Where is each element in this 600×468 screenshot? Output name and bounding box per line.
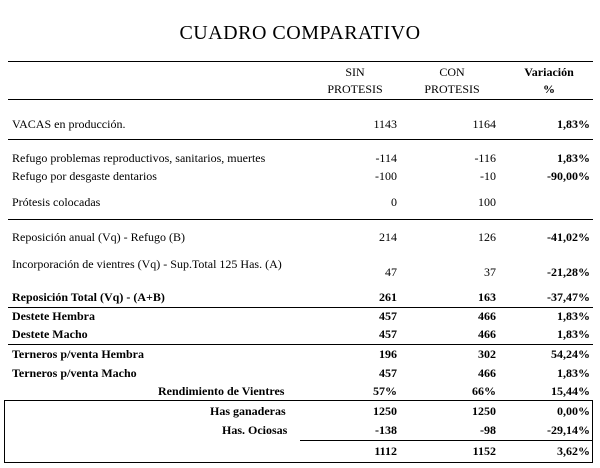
row-sin: 1112: [374, 444, 397, 458]
row-label: Rendimiento de Vientres: [158, 384, 285, 398]
row-con: 1152: [472, 444, 496, 458]
row-label: Prótesis colocadas: [12, 195, 101, 209]
row-var: 15,44%: [551, 384, 590, 398]
page-title: CUADRO COMPARATIVO: [179, 22, 421, 44]
row-con: 126: [478, 230, 496, 244]
header-variacion: [510, 64, 588, 98]
row-var: -21,28%: [547, 265, 590, 279]
header-con: [414, 64, 490, 98]
row-sin: -100: [375, 169, 397, 183]
row-var: -41,02%: [547, 230, 590, 244]
row-var: -90,00%: [547, 169, 590, 183]
row-var: 1,83%: [557, 151, 590, 165]
row-rule: [8, 139, 593, 140]
header-sin: [318, 64, 392, 98]
row-rule: [8, 344, 593, 345]
row-rule: [8, 219, 593, 220]
row-label: Refugo por desgaste dentarios: [12, 169, 157, 183]
row-sin: 57%: [373, 384, 397, 398]
row-con: -98: [480, 423, 496, 437]
row-con: 1164: [472, 117, 496, 131]
row-sin: 457: [379, 309, 397, 323]
header-var-line1: Variación: [524, 65, 574, 79]
header-var-line2: %: [543, 82, 555, 96]
row-con: 66%: [472, 384, 496, 398]
row-var: 0,00%: [557, 404, 590, 418]
row-var: 3,62%: [557, 444, 590, 458]
row-sin: 261: [379, 290, 397, 304]
row-label: Destete Macho: [12, 327, 88, 341]
total-rule: [300, 440, 593, 441]
row-label: Incorporación de vientres (Vq) - Sup.Total 125 Has. (A): [12, 257, 282, 271]
row-label: Terneros p/venta Macho: [12, 366, 137, 380]
row-sin: 196: [379, 347, 397, 361]
row-sin: 214: [379, 230, 397, 244]
row-var: 54,24%: [551, 347, 590, 361]
row-var: -37,47%: [547, 290, 590, 304]
row-sin: 1250: [373, 404, 397, 418]
row-con: 302: [478, 347, 496, 361]
row-sin: -138: [375, 423, 397, 437]
row-label: Reposición Total (Vq) - (A+B): [12, 290, 165, 304]
row-label: Has ganaderas: [210, 404, 286, 418]
row-var: -29,14%: [547, 423, 590, 437]
header-sin-line1: SIN: [345, 65, 365, 79]
row-con: -116: [474, 151, 496, 165]
row-label: Destete Hembra: [12, 309, 95, 323]
row-label: VACAS en producción.: [12, 117, 126, 131]
row-con: 100: [478, 195, 496, 209]
header-bottom-rule: [8, 99, 593, 100]
row-var: 1,83%: [557, 117, 590, 131]
row-sin: 0: [391, 195, 397, 209]
row-var: 1,83%: [557, 366, 590, 380]
row-con: 163: [478, 290, 496, 304]
summary-box: [4, 400, 593, 463]
row-var: 1,83%: [557, 327, 590, 341]
row-sin: 457: [379, 327, 397, 341]
row-label: Terneros p/venta Hembra: [12, 347, 144, 361]
header-con-line2: PROTESIS: [424, 82, 480, 96]
row-sin: 47: [385, 265, 397, 279]
row-label: Reposición anual (Vq) - Refugo (B): [12, 230, 185, 244]
row-con: 466: [478, 327, 496, 341]
header-sin-line2: PROTESIS: [327, 82, 383, 96]
row-con: 37: [484, 265, 496, 279]
header-top-rule: [8, 61, 593, 62]
row-sin: -114: [375, 151, 397, 165]
header-con-line1: CON: [439, 65, 465, 79]
row-label: Refugo problemas reproductivos, sanitarios, muertes: [12, 151, 266, 165]
row-sin: 1143: [373, 117, 397, 131]
row-con: -10: [480, 169, 496, 183]
row-sin: 457: [379, 366, 397, 380]
row-con: 466: [478, 309, 496, 323]
row-label: Has. Ociosas: [222, 423, 288, 437]
row-con: 1250: [472, 404, 496, 418]
row-con: 466: [478, 366, 496, 380]
row-var: 1,83%: [557, 309, 590, 323]
row-rule: [8, 307, 593, 308]
